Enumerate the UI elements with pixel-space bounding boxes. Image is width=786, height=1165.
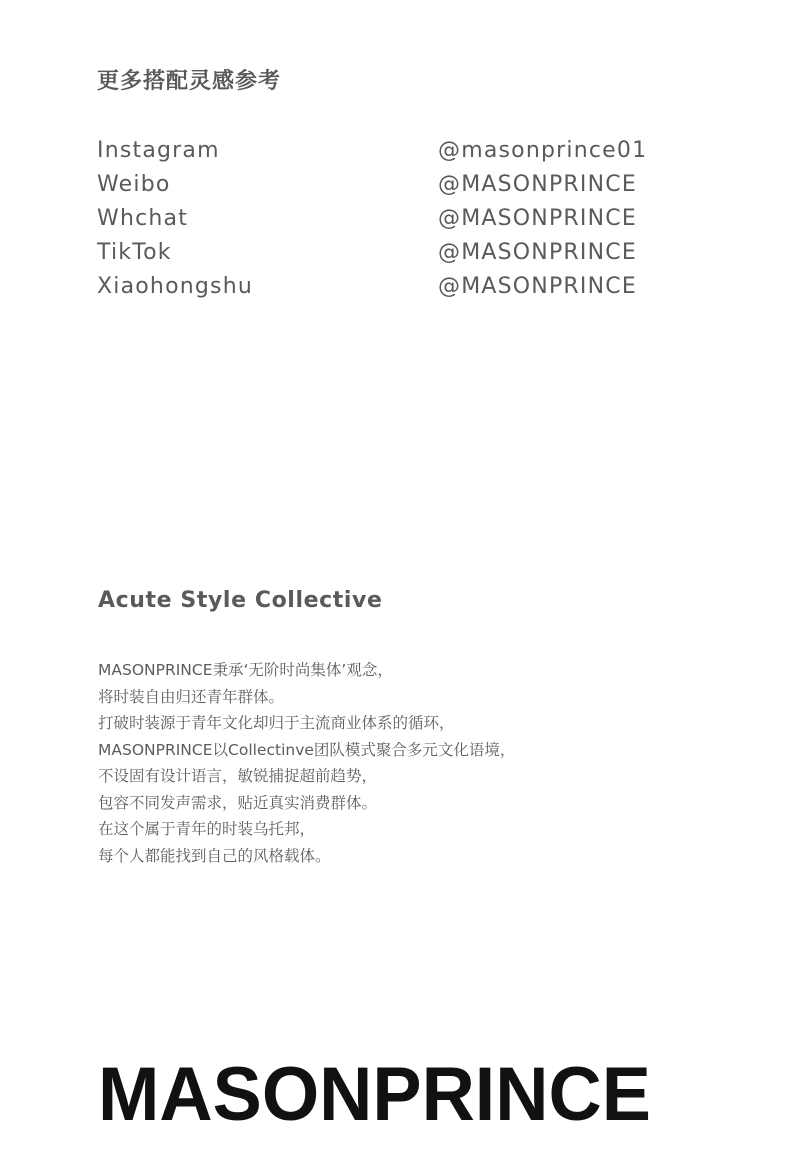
social-platform-name: TikTok xyxy=(97,239,172,265)
manifesto-line: 将时装自由归还青年群体。 xyxy=(98,687,285,706)
inspiration-title: 更多搭配灵感参考 xyxy=(97,69,282,94)
manifesto-line: 在这个属于青年的时装乌托邦， xyxy=(98,820,316,838)
manifesto-line: MASONPRINCE秉承‘无阶时尚集体’观念， xyxy=(98,661,393,679)
social-platform-name: Whchat xyxy=(97,205,189,231)
social-row-whchat xyxy=(97,201,717,235)
social-platform-name: Instagram xyxy=(97,137,220,163)
social-platform-name: Weibo xyxy=(97,171,171,197)
collective-heading: Acute Style Collective xyxy=(98,588,383,613)
social-handle: @MASONPRINCE xyxy=(438,273,637,299)
social-handle: @MASONPRINCE xyxy=(438,239,637,265)
manifesto-paragraph xyxy=(98,657,738,869)
brand-wordmark-logo: MASONPRINCE xyxy=(98,1052,651,1137)
manifesto-line: 包容不同发声需求，贴近真实消费群体。 xyxy=(98,793,378,812)
social-row-instagram xyxy=(97,133,717,167)
manifesto-line: 打破时装源于青年文化却归于主流商业体系的循环， xyxy=(98,714,455,732)
social-accounts-list xyxy=(97,133,717,303)
social-handle: @masonprince01 xyxy=(438,137,648,163)
social-row-xiaohongshu xyxy=(97,269,717,303)
manifesto-line: 每个人都能找到自己的风格载体。 xyxy=(98,846,331,865)
manifesto-line: 不设固有设计语言，敏锐捕捉超前趋势， xyxy=(98,767,378,785)
social-handle: @MASONPRINCE xyxy=(438,205,637,231)
social-row-weibo xyxy=(97,167,717,201)
manifesto-line: MASONPRINCE以Collectinve团队模式聚合多元文化语境， xyxy=(98,740,516,759)
social-handle: @MASONPRINCE xyxy=(438,171,637,197)
social-platform-name: Xiaohongshu xyxy=(97,273,253,299)
social-row-tiktok xyxy=(97,235,717,269)
